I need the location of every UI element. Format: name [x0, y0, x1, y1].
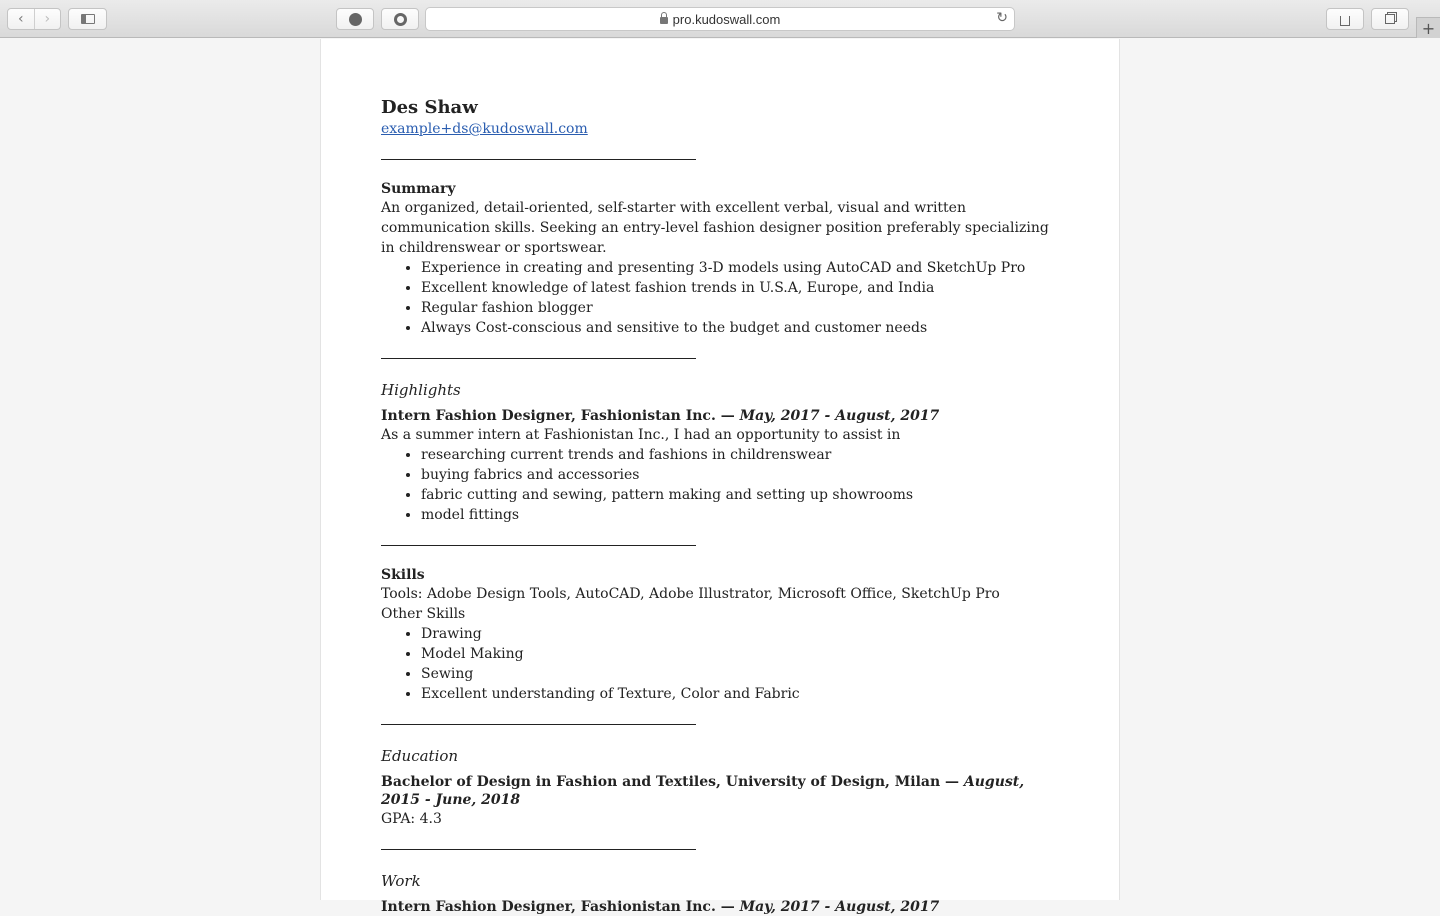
section-divider [381, 358, 696, 359]
job-dates: May, 2017 - August, 2017 [739, 899, 940, 915]
skills-heading: Skills [381, 567, 425, 583]
resume-page [320, 39, 1120, 915]
plus-icon: + [1421, 18, 1436, 38]
chevron-right-icon: › [44, 11, 51, 27]
list-item: • Sewing [421, 664, 1061, 684]
list-item: • Excellent understanding of Texture, Color and Fabric [421, 684, 1061, 704]
gpa-text: GPA: 4.3 [381, 811, 442, 827]
lock-icon [660, 17, 668, 24]
education-degree-heading [381, 773, 1061, 809]
list-item: • fabric cutting and sewing, pattern making and setting up showrooms [421, 485, 1061, 505]
section-divider [381, 545, 696, 546]
other-skills-label: Other Skills [381, 606, 466, 622]
history-navigation [7, 8, 61, 30]
skills-tools: Tools: Adobe Design Tools, AutoCAD, Adobe Illustrator, Microsoft Office, SketchUp Pro [381, 586, 1000, 602]
grammarly-extension-button[interactable] [381, 8, 419, 30]
job-title: Intern Fashion Designer, Fashionistan Inc. — [381, 899, 740, 915]
list-item: • buying fabrics and accessories [421, 465, 1061, 485]
degree-title: Bachelor of Design in Fashion and Textiles, University of Design, Milan — [381, 774, 964, 790]
list-item: • Regular fashion blogger [421, 298, 1061, 318]
reload-icon[interactable]: ↻ [996, 10, 1008, 26]
tabs-icon [1385, 14, 1395, 24]
work-heading: Work [381, 872, 421, 890]
list-item: • researching current trends and fashions in childrenswear [421, 445, 1061, 465]
highlights-heading: Highlights [381, 381, 461, 399]
list-item: • Model Making [421, 644, 1061, 664]
resume-content [381, 97, 1061, 916]
section-divider [381, 849, 696, 850]
list-item: • model fittings [421, 505, 1061, 525]
highlight-job-heading [381, 407, 1061, 425]
skills-list [381, 624, 1061, 704]
chevron-left-icon: ‹ [17, 11, 24, 27]
back-button[interactable] [8, 9, 34, 29]
tab-overview-button[interactable] [1371, 8, 1409, 30]
summary-list [381, 258, 1061, 338]
job-dates: May, 2017 - August, 2017 [739, 408, 940, 424]
list-item: • Drawing [421, 624, 1061, 644]
list-item: • Experience in creating and presenting 3-D models using AutoCAD and SketchUp Pro [421, 258, 1061, 278]
privacy-extension-button[interactable] [336, 8, 374, 30]
forward-button[interactable] [34, 9, 61, 29]
list-item: • Excellent knowledge of latest fashion trends in U.S.A, Europe, and India [421, 278, 1061, 298]
sidebar-icon [81, 14, 95, 24]
degree-dates: August, 2015 - June, 2018 [381, 774, 1025, 808]
shield-icon [349, 13, 362, 26]
list-item: • Always Cost-conscious and sensitive to the budget and customer needs [421, 318, 1061, 338]
email-link[interactable]: example+ds@kudoswall.com [381, 121, 588, 137]
work-job-heading [381, 898, 1061, 916]
new-tab-button[interactable] [1416, 17, 1440, 38]
resume-name: Des Shaw [381, 97, 478, 118]
highlights-list [381, 445, 1061, 525]
job-title: Intern Fashion Designer, Fashionistan Inc. — [381, 408, 740, 424]
share-icon [1340, 16, 1350, 26]
grammarly-icon [394, 13, 407, 26]
share-button[interactable] [1326, 8, 1364, 30]
section-divider [381, 159, 696, 160]
section-divider [381, 724, 696, 725]
url-text: pro.kudoswall.com [672, 11, 781, 27]
education-heading: Education [381, 747, 459, 765]
browser-toolbar [0, 0, 1440, 38]
highlight-intro: As a summer intern at Fashionistan Inc., I had an opportunity to assist in [381, 427, 901, 443]
sidebar-toggle-button[interactable] [68, 8, 107, 30]
address-bar[interactable] [425, 7, 1015, 31]
summary-text: An organized, detail-oriented, self-starter with excellent verbal, visual and written communication skills. Seeking an entry-level fashion designer position preferably specializing in childrenswear or sportswear. [381, 200, 1049, 256]
summary-heading: Summary [381, 181, 456, 197]
